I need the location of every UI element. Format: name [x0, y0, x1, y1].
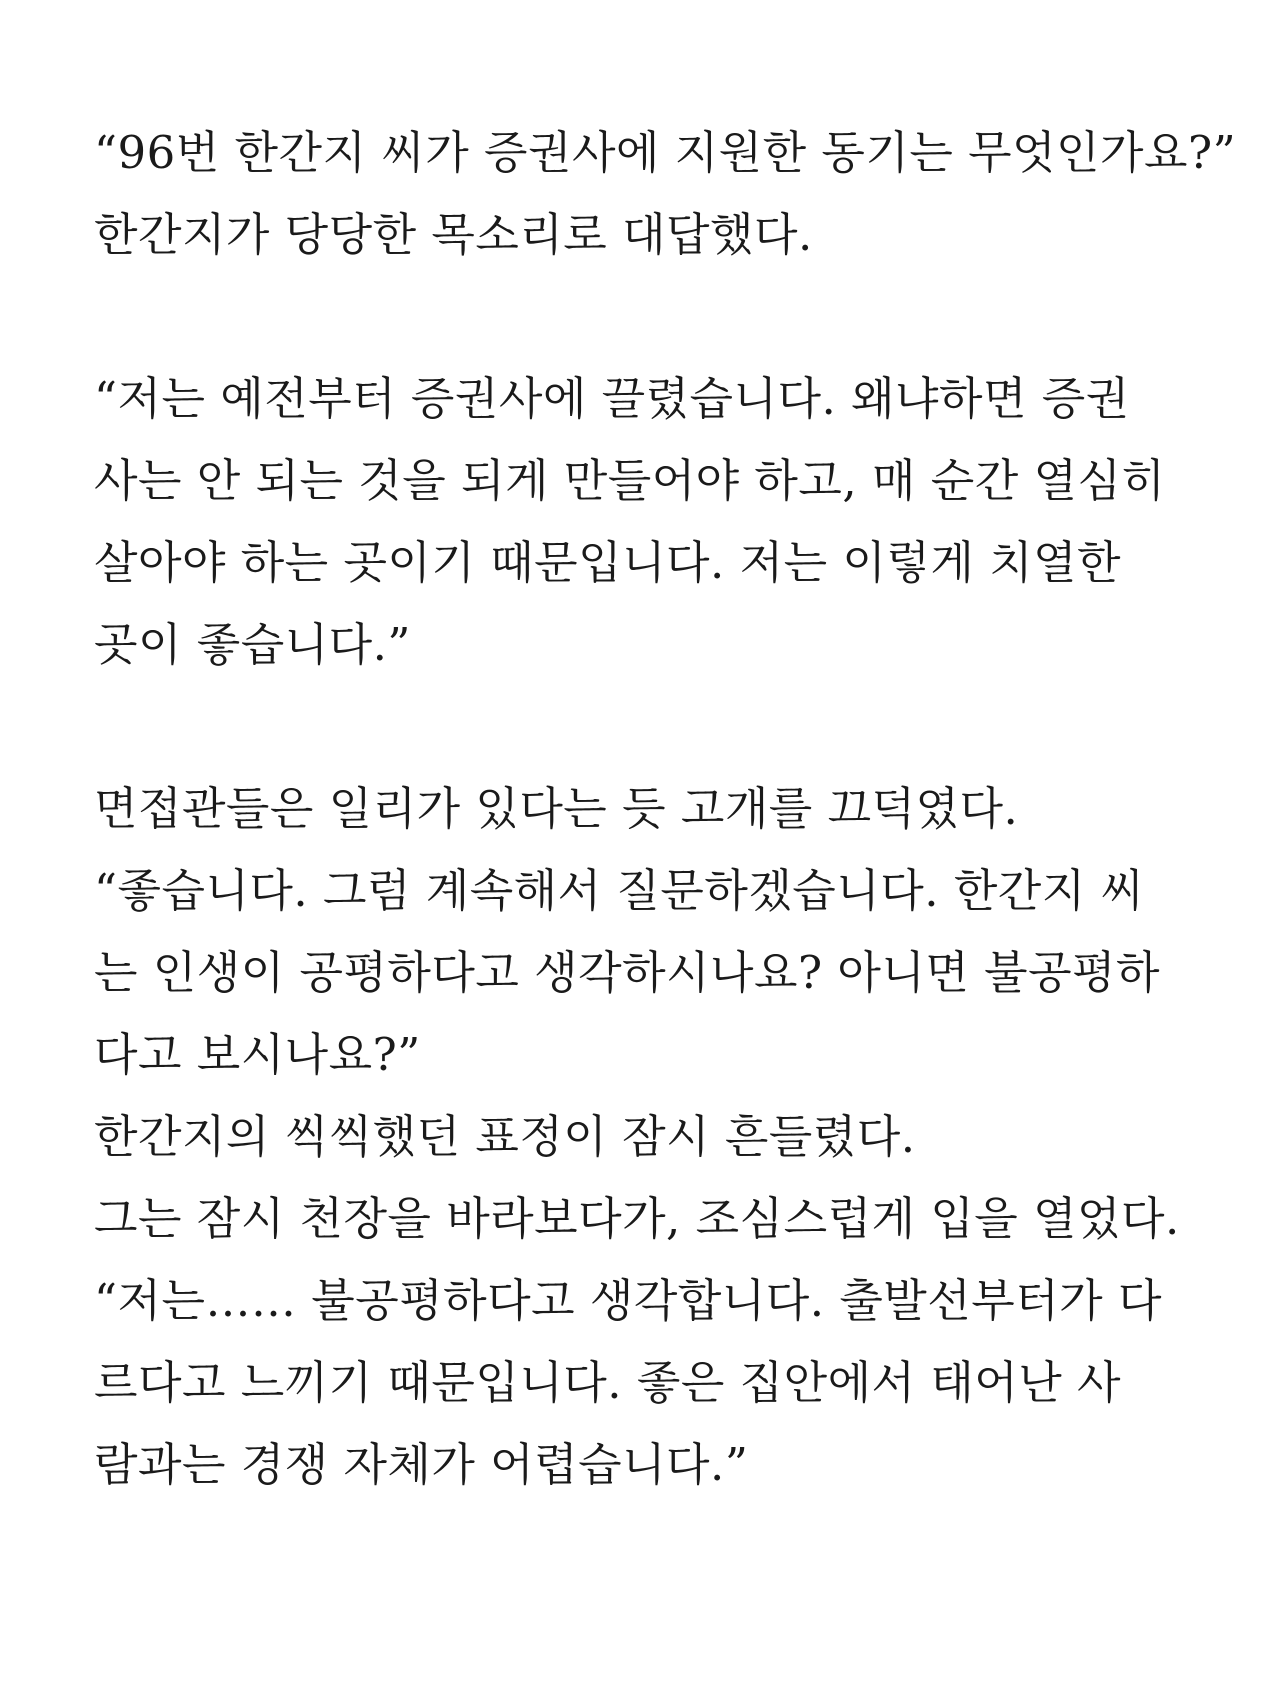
text-line: “좋습니다. 그럼 계속해서 질문하겠습니다. 한간지 씨 [94, 864, 1145, 917]
text-line: 면접관들은 일리가 있다는 듯 고개를 끄덕였다. [94, 782, 1019, 835]
paragraph-gap [94, 686, 1194, 768]
text-line: 사는 안 되는 것을 되게 만들어야 하고, 매 순간 열심히 [94, 454, 1166, 507]
text-line: 는 인생이 공평하다고 생각하시나요? 아니면 불공평하 [94, 946, 1160, 999]
text-line: “저는…… 불공평하다고 생각합니다. 출발선부터가 다 [94, 1274, 1162, 1327]
text-line: 한간지가 당당한 목소리로 대답했다. [94, 208, 813, 261]
text-line: 람과는 경쟁 자체가 어렵습니다.” [94, 1438, 749, 1491]
text-line: 다고 보시나요?” [94, 1028, 421, 1081]
paragraph-gap [94, 276, 1194, 358]
text-line: “96번 한간지 씨가 증권사에 지원한 동기는 무엇인가요?” [94, 126, 1237, 179]
text-line: 살아야 하는 곳이기 때문입니다. 저는 이렇게 치열한 [94, 536, 1122, 589]
text-line: “저는 예전부터 증권사에 끌렸습니다. 왜냐하면 증권 [94, 372, 1130, 425]
story-text [94, 112, 1237, 1506]
text-line: 한간지의 씩씩했던 표정이 잠시 흔들렸다. [94, 1110, 916, 1163]
text-line: 르다고 느끼기 때문입니다. 좋은 집안에서 태어난 사 [94, 1356, 1122, 1409]
text-line: 그는 잠시 천장을 바라보다가, 조심스럽게 입을 열었다. [94, 1192, 1180, 1245]
text-line: 곳이 좋습니다.” [94, 618, 411, 671]
